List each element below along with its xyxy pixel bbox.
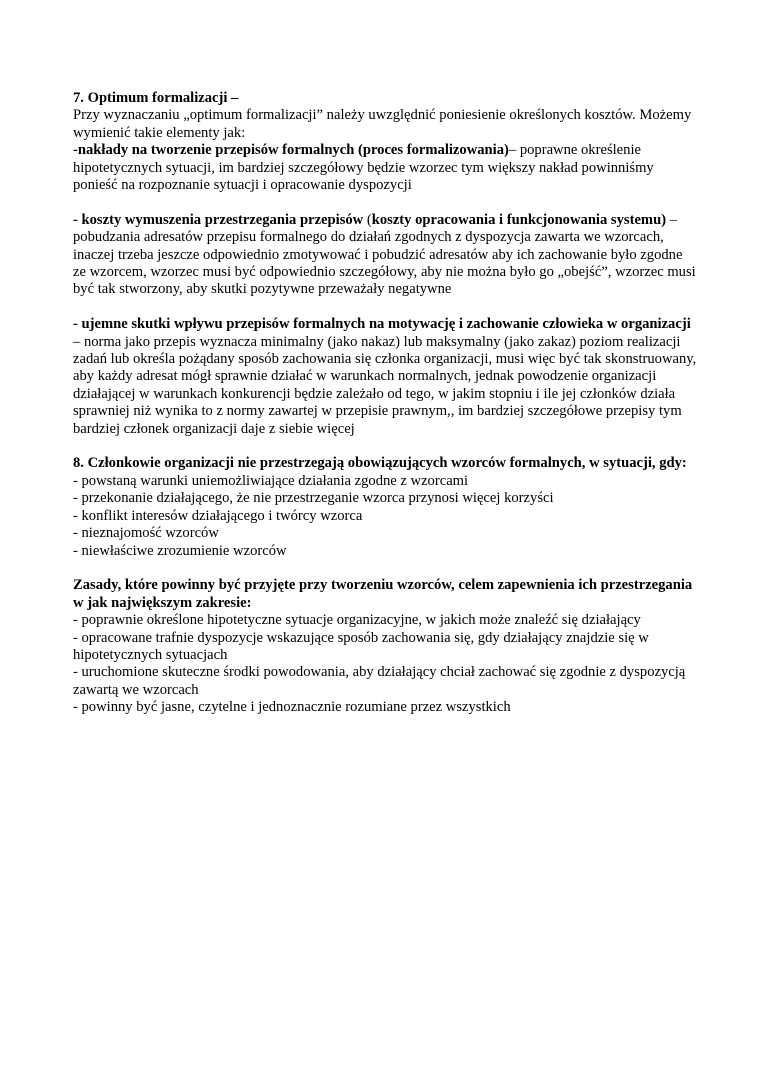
item-text: ( — [363, 211, 372, 228]
list-item: - konflikt interesów działającego i twórcy wzorca — [73, 507, 363, 524]
section-7-intro: Przy wyznaczaniu „optimum formalizacji” należy uwzględnić poniesienie określonych kosztów. Możemy wymienić takie elementy jak: — [73, 107, 692, 141]
spacer — [73, 438, 698, 455]
section-7-heading: 7. Optimum formalizacji – — [73, 90, 239, 106]
list-item: - powstaną warunki uniemożliwiające działania zgodne z wzorcami — [73, 472, 469, 489]
item-bold-text: - ujemne skutki wpływu przepisów formalnych na motywację i zachowanie człowieka w organizacji — [73, 316, 691, 333]
principles-heading: Zasady, które powinny być przyjęte przy tworzeniu wzorców, celem zapewnienia ich przestrzegania w jak największym zakresie: — [73, 577, 693, 611]
item-bold-text: -nakłady na tworzenie przepisów formalnych (proces formalizowania) — [73, 142, 509, 159]
item-bold-text: - koszty wymuszenia przestrzegania przepisów — [73, 211, 364, 228]
item-text: – norma jako przepis wyznacza minimalny (jako nakaz) lub maksymalny (jako zakaz) poziom realizacji zadań lub określa pożądany sposób zachowania się członka organizacji, musi więc być tak skonstruowany, aby każdy adresat mógł sprawnie działać w warunkach normalnych, jednak powodzenie organizacji działającej w warunkach konkurencji będzie zależało od tego, w jakim stopniu i ile jej członków działa sprawniej niż wynika to z normy zawartej w przepisie prawnym,, im bardziej szczegółowe przepisy tym bardziej członek organizacji daje z siebie więcej — [73, 333, 697, 437]
list-item: - opracowane trafnie dyspozycje wskazujące sposób zachowania się, gdy działający znajdzie się w hipotetycznych sytuacjach — [73, 629, 649, 663]
item-text: – pobudzania adresatów przepisu formalnego do działań zgodnych z dyspozycja zawarta we wzorcach, inaczej trzeba jeszcze odpowiednio zmotywować i pobudzić adresatów aby ich zachowanie było zgodne ze wzorcem, wzorzec musi być odpowiednio szczegółowy, aby nie można było go „obejść”, wzorzec musi być tak stworzony, aby skutki pozytywne przeważały negatywne — [73, 211, 696, 298]
spacer — [73, 194, 698, 211]
list-item: - uruchomione skuteczne środki powodowania, aby działający chciał zachować się zgodnie z dyspozycją zawartą we wzorcach — [73, 664, 686, 698]
spacer — [73, 560, 698, 577]
section-8-heading: 8. Członkowie organizacji nie przestrzegają obowiązujących wzorców formalnych, w sytuacji, gdy: — [73, 455, 687, 472]
list-item: - niewłaściwe zrozumienie wzorców — [73, 542, 287, 559]
item-text: – poprawne określenie hipotetycznych sytuacji, im bardziej szczegółowy będzie wzorzec tym większy nakład powinniśmy ponieść na rozpoznanie sytuacji i opracowanie dyspozycji — [73, 142, 654, 194]
section-7-item-negative-effects — [73, 316, 698, 438]
document-body — [73, 90, 698, 717]
section-7-item-formalization-costs — [73, 142, 698, 194]
spacer — [73, 299, 698, 316]
list-item: - powinny być jasne, czytelne i jednoznacznie rozumiane przez wszystkich — [73, 699, 511, 716]
list-item: - poprawnie określone hipotetyczne sytuacje organizacyjne, w jakich może znaleźć się działający — [73, 612, 641, 629]
list-item: - nieznajomość wzorców — [73, 525, 219, 542]
list-item: - przekonanie działającego, że nie przestrzeganie wzorca przynosi więcej korzyści — [73, 490, 554, 507]
section-7-item-enforcement-costs — [73, 212, 698, 299]
item-bold-text: koszty opracowania i funkcjonowania systemu) — [371, 211, 667, 228]
